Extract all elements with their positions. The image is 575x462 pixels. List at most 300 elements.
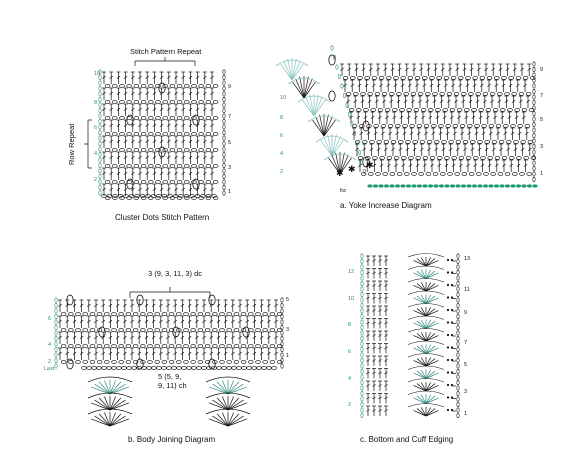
double-crochet-symbol [224,332,228,344]
chain-stitch-symbol [199,133,204,136]
chain-stitch-symbol [401,77,406,80]
double-crochet-symbol [252,332,256,344]
double-crochet-symbol [167,72,171,84]
double-crochet-symbol [369,64,373,76]
chain-stitch-symbol [488,157,493,160]
double-crochet-symbol [394,160,398,172]
chain-stitch-symbol [155,313,160,316]
double-crochet-symbol [501,80,505,92]
turning-chain-symbol [99,130,101,134]
chain-stitch-symbol [423,157,428,160]
chain-stitch-symbol [451,77,456,80]
chain-stitch-symbol [457,109,462,112]
chain-stitch-symbol [272,367,277,370]
double-crochet-symbol [174,152,178,164]
chain-stitch-symbol [134,117,139,120]
chain-stitch-symbol [134,181,139,184]
double-crochet-symbol [522,112,526,124]
double-crochet-symbol [516,80,520,92]
turning-chain-symbol [361,265,363,269]
double-crochet-symbol [231,332,235,344]
chain-stitch-symbol [466,77,471,80]
double-crochet-symbol [376,64,380,76]
double-crochet-symbol [72,348,76,360]
chain-stitch-symbol [220,329,225,332]
turning-chain-symbol [457,402,459,406]
chain-stitch-symbol [184,329,189,332]
turning-chain-symbol [457,391,459,395]
double-crochet-symbol [109,104,113,116]
turning-chain-symbol [55,303,57,307]
yoke-increase-chart [270,0,575,230]
marker-symbol: ✱ [348,165,356,175]
chain-stitch-symbol [184,149,189,152]
turning-chain-symbol [457,386,459,390]
chain-stitch-symbol [512,173,517,176]
chain-stitch-symbol [156,181,161,184]
turning-chain-symbol [55,342,57,346]
foundation-chain-green [412,185,417,188]
foundation-chain-green [489,185,494,188]
double-crochet-symbol [260,316,264,328]
chain-stitch-symbol [473,77,478,80]
marker-symbol: ✱ [336,169,344,179]
double-crochet-symbol [188,104,192,116]
double-crochet-symbol [390,64,394,76]
chain-stitch-symbol [394,157,399,160]
double-crochet-symbol [65,348,69,360]
row-number: 5 [540,117,544,123]
chain-stitch-symbol [434,141,439,144]
double-crochet-symbol [473,80,477,92]
cluster-dots-stitch-pattern-panel [0,0,270,230]
foundation-chain-green [461,185,466,188]
double-crochet-symbol [372,406,376,416]
double-crochet-symbol [378,381,382,391]
chain-stitch-symbol [148,329,153,332]
chain-stitch-symbol [267,367,272,370]
double-crochet-symbol [527,64,531,76]
chain-stitch-symbol [90,345,95,348]
chain-stitch-symbol [490,93,495,96]
chain-stitch-symbol [169,361,174,364]
double-crochet-symbol [180,316,184,328]
double-crochet-symbol [372,294,376,304]
chain-stitch-symbol [162,367,167,370]
double-crochet-symbol [173,348,177,360]
turning-chain-symbol [99,92,101,96]
turning-chain-symbol [281,331,283,335]
turning-chain-symbol [533,166,535,170]
chain-stitch-symbol [132,367,137,370]
chain-stitch-symbol [358,77,363,80]
double-crochet-symbol [224,316,228,328]
chain-stitch-symbol [176,313,181,316]
turning-chain-symbol [223,141,225,145]
chain-stitch-symbol [126,345,131,348]
diagonal-chain-edge [348,112,350,116]
chain-stitch-symbol [469,93,474,96]
turning-chain-symbol [55,298,57,302]
chain-stitch-symbol [127,367,132,370]
chain-stitch-symbol [197,367,202,370]
double-crochet-symbol [357,80,361,92]
double-crochet-symbol [430,160,434,172]
chain-stitch-symbol [199,85,204,88]
double-crochet-symbol [202,316,206,328]
chain-stitch-symbol [256,361,261,364]
chain-stitch-symbol [479,109,484,112]
double-crochet-symbol [238,316,242,328]
turning-chain-symbol [457,309,459,313]
turning-chain-symbol [361,369,363,373]
double-crochet-symbol [423,160,427,172]
foundation-chain-green [395,185,400,188]
double-crochet-symbol [116,88,120,100]
double-crochet-symbol [441,144,445,156]
double-crochet-symbol [173,316,177,328]
chain-stitch-symbol [176,345,181,348]
chain-stitch-symbol [389,93,394,96]
turning-chain-symbol [533,139,535,143]
double-crochet-symbol [429,80,433,92]
double-crochet-symbol [102,168,106,180]
turning-chain-symbol [361,292,363,296]
double-crochet-symbol [477,64,481,76]
foundation-chain-green [456,185,461,188]
turning-chain-symbol [55,331,57,335]
chain-stitch-symbol [256,313,261,316]
chain-stitch-symbol [381,125,386,128]
double-crochet-symbol [366,331,370,341]
row-number: 1 [540,171,544,177]
double-crochet-symbol [123,332,127,344]
double-crochet-symbol [203,184,207,196]
double-crochet-symbol [353,96,357,108]
chain-stitch-symbol [422,77,427,80]
chain-stitch-symbol [486,109,491,112]
chain-stitch-symbol [416,157,421,160]
double-crochet-symbol [130,332,134,344]
double-crochet-symbol [87,332,91,344]
double-crochet-symbol [369,144,373,156]
chain-stitch-symbol [177,367,182,370]
chain-stitch-symbol [184,313,189,316]
turning-chain-symbol [457,353,459,357]
double-crochet-symbol [476,96,480,108]
turning-chain-symbol [457,254,459,258]
double-crochet-symbol [424,128,428,140]
turning-chain-symbol [457,408,459,412]
chain-stitch-symbol [227,367,232,370]
chain-stitch-symbol [191,345,196,348]
chain-stitch-symbol [148,117,153,120]
double-crochet-symbol [347,64,351,76]
double-crochet-symbol [160,120,164,132]
double-crochet-symbol [372,394,376,404]
turning-chain-symbol [533,78,535,82]
chain-stitch-symbol [388,125,393,128]
turning-chain-symbol [223,125,225,129]
double-crochet-symbol [392,112,396,124]
chain-stitch-symbol [420,141,425,144]
chain-stitch-symbol [191,329,196,332]
chain-stitch-symbol [206,195,211,198]
double-crochet-symbol [350,80,354,92]
row-repeat-label: Row Repeat [67,123,76,165]
double-crochet-symbol [464,112,468,124]
turning-chain-symbol [361,353,363,357]
turning-chain-symbol [457,413,459,417]
single-crochet-dot [447,396,449,398]
chain-stitch-symbol [155,361,160,364]
double-crochet-symbol [378,112,382,124]
double-crochet-symbol [102,120,106,132]
double-crochet-symbol [245,316,249,328]
double-crochet-symbol [502,160,506,172]
chain-stitch-symbol [133,329,138,332]
turning-chain-symbol [361,281,363,285]
double-crochet-symbol [473,160,477,172]
chain-stitch-symbol [104,313,109,316]
chain-stitch-symbol [119,313,124,316]
double-crochet-symbol [509,80,513,92]
chain-stitch-symbol [92,367,97,370]
turning-chain-symbol [55,314,57,318]
double-crochet-symbol [116,152,120,164]
chain-stitch-symbol [353,93,358,96]
double-crochet-symbol [196,104,200,116]
single-crochet-dot [447,359,449,361]
turning-chain-symbol [223,174,225,178]
foundation-chain-green [373,185,378,188]
double-crochet-symbol [372,381,376,391]
chain-stitch-symbol [112,101,117,104]
chain-stitch-symbol [177,85,182,88]
turning-chain-symbol [361,413,363,417]
double-crochet-symbol [497,96,501,108]
chain-stitch-symbol [220,313,225,316]
foundation-chain-green [384,185,389,188]
chain-stitch-symbol [359,125,364,128]
chain-stitch-symbol [112,329,117,332]
double-crochet-symbol [524,160,528,172]
chain-stitch-symbol [475,125,480,128]
chain-stitch-symbol [234,313,239,316]
chain-stitch-symbol [453,125,458,128]
single-crochet-dot [447,284,449,286]
chain-stitch-symbol [362,141,367,144]
turning-chain-symbol [361,408,363,412]
chain-stitch-symbol [525,125,530,128]
row-number: 5 [228,140,232,146]
double-crochet-symbol [131,168,135,180]
double-crochet-symbol [58,316,62,328]
row-number: 9 [540,67,544,73]
chain-stitch-symbol [472,109,477,112]
chain-stitch-symbol [124,195,129,198]
chain-stitch-symbol [370,141,375,144]
chain-stitch-symbol [220,361,225,364]
double-crochet-symbol [245,300,249,312]
double-crochet-symbol [384,281,388,291]
chain-stitch-symbol [187,367,192,370]
turning-chain-symbol [361,347,363,351]
double-crochet-symbol [372,269,376,279]
bottom-cuff-edging-chart [340,240,575,462]
double-crochet-symbol [402,128,406,140]
double-crochet-symbol [145,88,149,100]
double-crochet-symbol [454,96,458,108]
turning-chain-symbol [281,303,283,307]
chain-stitch-symbol [141,165,146,168]
chain-stitch-symbol [407,109,412,112]
foundation-chain-green [417,185,422,188]
chain-stitch-symbol [170,133,175,136]
edging-fan-arc [408,366,444,370]
chain-stitch-symbol [446,125,451,128]
turning-chain-symbol [533,89,535,93]
turning-chain-symbol [223,180,225,184]
double-crochet-symbol [415,80,419,92]
chain-stitch-symbol [112,117,117,120]
chain-stitch-symbol [212,329,217,332]
double-crochet-symbol [167,136,171,148]
double-crochet-symbol [461,96,465,108]
double-crochet-symbol [72,316,76,328]
double-crochet-symbol [109,88,113,100]
double-crochet-symbol [366,381,370,391]
chain-stitch-symbol [437,77,442,80]
double-crochet-symbol [366,394,370,404]
double-crochet-symbol [518,128,522,140]
chain-stitch-symbol [485,141,490,144]
turning-chain-symbol [99,86,101,90]
double-crochet-symbol [109,152,113,164]
chain-stitch-symbol [217,367,222,370]
turning-chain-symbol [457,281,459,285]
double-crochet-symbol [231,316,235,328]
foundation-chain-green [406,185,411,188]
double-crochet-symbol [159,300,163,312]
double-crochet-symbol [94,348,98,360]
double-crochet-symbol [231,300,235,312]
double-crochet-symbol [202,332,206,344]
chain-stitch-symbol [517,157,522,160]
double-crochet-symbol [203,168,207,180]
chain-stitch-symbol [411,93,416,96]
double-crochet-symbol [252,316,256,328]
chain-stitch-symbol [414,109,419,112]
cluster-dots-caption: Cluster Dots Stitch Pattern [115,213,210,222]
chain-stitch-symbol [401,157,406,160]
double-crochet-symbol [440,96,444,108]
double-crochet-symbol [188,184,192,196]
turning-chain-symbol [457,336,459,340]
chain-stitch-symbol [148,165,153,168]
double-crochet-symbol [203,104,207,116]
double-crochet-symbol [109,72,113,84]
chain-stitch-symbol [152,367,157,370]
row-number: 10 [94,71,101,77]
edging-fan-arc [408,391,444,395]
chain-stitch-symbol [512,93,517,96]
chain-stitch-symbol [385,109,390,112]
foundation-chain-green [527,185,532,188]
chain-stitch-symbol [257,367,262,370]
chain-stitch-symbol [148,313,153,316]
turning-chain-symbol [457,320,459,324]
foundation-chain-green [483,185,488,188]
turning-chain-symbol [223,86,225,90]
chain-stitch-symbol [177,165,182,168]
double-crochet-symbol [145,104,149,116]
chain-stitch-symbol [256,345,261,348]
turning-chain-symbol [281,309,283,313]
double-crochet-symbol [378,356,382,366]
double-crochet-symbol [159,332,163,344]
double-crochet-symbol [451,80,455,92]
chain-stitch-symbol [97,313,102,316]
chain-stitch-symbol [140,329,145,332]
double-crochet-symbol [210,168,214,180]
turning-chain-symbol [533,172,535,176]
chain-stitch-symbol [374,125,379,128]
double-crochet-symbol [196,136,200,148]
double-crochet-symbol [425,96,429,108]
chain-stitch-symbol [105,117,110,120]
turning-chain-symbol [361,386,363,390]
chain-stitch-symbol [192,165,197,168]
double-crochet-symbol [203,136,207,148]
edging-fan-arc [408,341,444,345]
double-crochet-symbol [224,348,228,360]
chain-stitch-symbol [256,329,261,332]
double-crochet-symbol [196,72,200,84]
double-crochet-symbol [378,269,382,279]
double-crochet-symbol [131,152,135,164]
chain-stitch-symbol [508,109,513,112]
turning-chain-symbol [533,161,535,165]
double-crochet-symbol [144,300,148,312]
chain-stitch-symbol [120,133,125,136]
turning-chain-symbol [99,81,101,85]
double-crochet-symbol [431,128,435,140]
chain-stitch-symbol [156,117,161,120]
double-crochet-symbol [383,64,387,76]
chain-stitch-symbol [431,125,436,128]
turning-chain-symbol [361,397,363,401]
chain-stitch-symbol [135,195,140,198]
double-crochet-symbol [471,112,475,124]
chain-stitch-symbol [141,149,146,152]
double-crochet-symbol [174,72,178,84]
foundation-chain-green [472,185,477,188]
chain-stitch-symbol [127,101,132,104]
ch-count-label-line2: 9, 11) ch [158,381,187,390]
double-crochet-symbol [196,168,200,180]
double-crochet-symbol [366,294,370,304]
foundation-chain-green [439,185,444,188]
chain-stitch-symbol [467,125,472,128]
chain-stitch-symbol [133,345,138,348]
double-crochet-symbol [94,300,98,312]
turning-chain-symbol [99,180,101,184]
double-crochet-symbol [458,80,462,92]
chain-stitch-symbol [156,101,161,104]
double-crochet-symbol [260,348,264,360]
turning-chain-symbol [99,174,101,178]
